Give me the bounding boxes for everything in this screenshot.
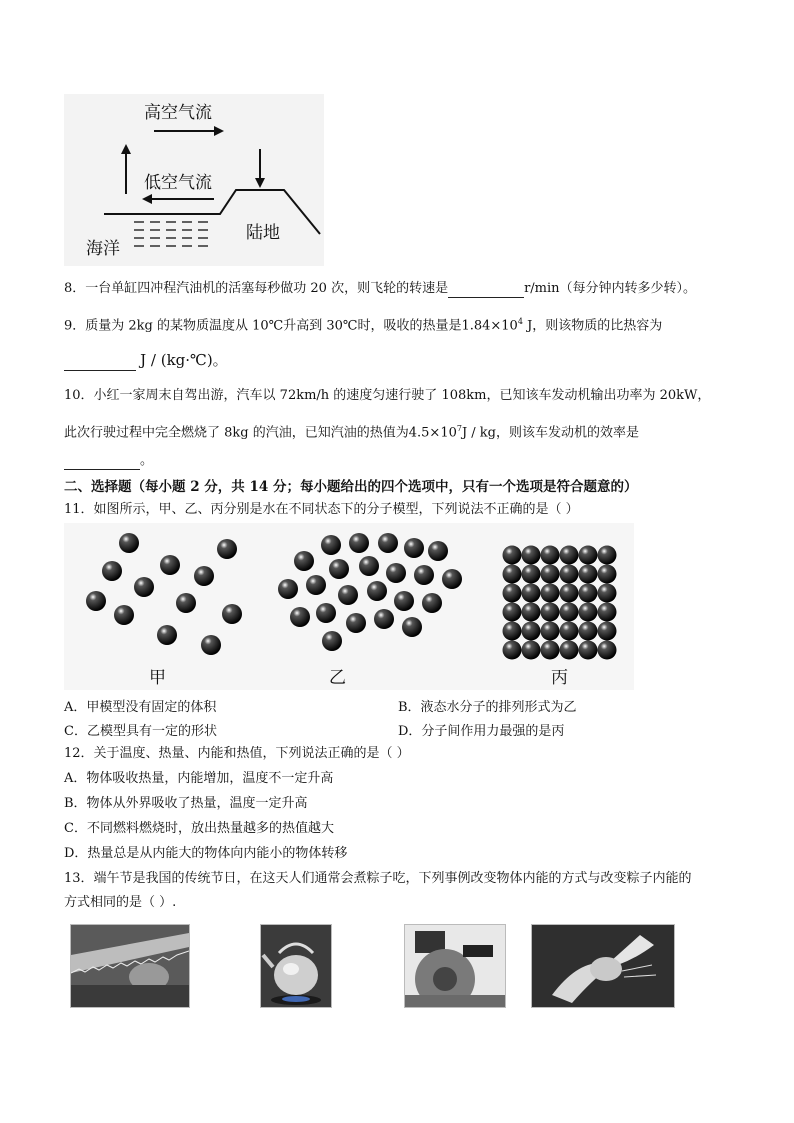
solid-molecule [503,603,522,622]
q9-heat-unit: J [522,318,533,334]
solid-molecule [598,546,617,565]
section-2-title: 二、选择题（每小题 2 分，共 14 分；每小题给出的四个选项中，只有一个选项是符合题意的） [64,479,638,495]
q12-option-d[interactable]: D．热量总是从内能大的物体向内能小的物体转移 [64,846,348,861]
q11-option-d[interactable]: D．分子间作用力最强的是丙 [398,724,565,739]
q9-heat-value: 1.84×10 [461,318,518,334]
q10-fuel-value: 4.5×10 [408,425,457,441]
solid-molecule [560,603,579,622]
arrow-left-icon [142,194,152,204]
solid-molecule [598,584,617,603]
q12-option-b[interactable]: B．物体从外界吸收了热量，温度一定升高 [64,796,308,811]
q10-answer-blank[interactable] [64,455,140,470]
photo-kettle[interactable] [260,924,332,1008]
question-9-line2 [64,351,228,371]
question-13-stem-line2: 方式相同的是（ ）. [64,895,177,910]
land-outline [104,190,320,234]
solid-molecule [503,622,522,641]
q9-answer-blank[interactable] [64,356,136,371]
question-13-stem-line1: 13．端午节是我国的传统节日，在这天人们通常会煮粽子吃，下列事例改变物体内能的方式与改变粽子内能的 [64,871,692,886]
solid-molecule [503,565,522,584]
label-yi: 乙 [329,668,346,688]
solid-molecule [541,584,560,603]
solid-molecule [522,584,541,603]
solid-molecule [579,584,598,603]
solid-molecule [503,546,522,565]
solid-molecule [579,546,598,565]
question-10-line3 [64,452,153,470]
ocean-label: 海洋 [86,239,120,259]
arrow-up-icon [121,144,131,154]
q9-text-before: 9．质量为 2kg 的某物质温度从 10℃升高到 30℃时，吸收的热量是 [64,318,462,334]
arrow-right-icon [214,126,224,136]
solid-molecule [522,546,541,565]
q12-option-c[interactable]: C．不同燃料燃烧时，放出热量越多的热值越大 [64,821,334,836]
solid-molecule [579,603,598,622]
q9-text-after: ，则该物质的比热容为 [532,318,663,334]
question-8 [64,280,696,298]
q8-answer-blank[interactable] [448,283,524,298]
photo-rubbing-hands[interactable] [531,924,675,1008]
solid-molecule [560,622,579,641]
solid-molecule [560,584,579,603]
solid-molecule [579,622,598,641]
q9-unit: J / (kg·℃)。 [140,351,228,369]
solid-molecule [541,641,560,660]
solid-molecule [598,641,617,660]
solid-molecule [598,622,617,641]
photo-sawing[interactable] [70,924,190,1008]
wind-diagram [64,94,324,266]
photo-grinder[interactable] [404,924,506,1008]
solid-molecule [503,641,522,660]
q11-option-c[interactable]: C．乙模型具有一定的形状 [64,724,217,739]
q11-option-b[interactable]: B．液态水分子的排列形式为乙 [398,700,577,715]
q10-line1: 10．小红一家周末自驾出游，汽车以 72km/h 的速度匀速行驶了 108km，已知该车发动机输出功率为 20kW， [64,388,711,403]
q9-heat-exp: 4 [517,317,523,326]
q10-line3-after: 。 [140,453,154,468]
question-10 [64,387,710,405]
q8-text-before: 8．一台单缸四冲程汽油机的活塞每秒做功 20 次，则飞轮的转速是 [64,281,449,296]
q12-option-a[interactable]: A．物体吸收热量，内能增加，温度不一定升高 [64,771,334,786]
low-air-label: 低空气流 [144,173,212,193]
q11-option-a[interactable]: A．甲模型没有固定的体积 [64,700,217,715]
q10-line2-after: ，则该车发动机的效率是 [496,425,640,441]
solid-molecule [560,641,579,660]
solid-molecule [503,584,522,603]
question-9 [64,313,662,335]
solid-molecule [579,565,598,584]
label-bing: 丙 [551,668,568,688]
solid-molecule [579,641,598,660]
q10-fuel-exp: 7 [456,424,462,433]
solid-molecule [541,622,560,641]
solid-molecule [598,603,617,622]
high-air-label: 高空气流 [144,103,212,123]
solid-molecule [522,641,541,660]
solid-molecule [560,565,579,584]
model-bing [503,546,617,660]
model-yi [278,533,462,651]
solid-molecule [522,603,541,622]
molecule-figure [64,523,634,690]
q8-text-after: r/min（每分钟内转多少转）。 [524,281,697,296]
land-label: 陆地 [246,223,280,243]
label-jia: 甲 [149,668,166,688]
question-10-line2 [64,420,639,442]
solid-molecule [560,546,579,565]
question-12-stem: 12．关于温度、热量、内能和热值，下列说法正确的是（ ） [64,746,410,761]
question-11-stem: 11．如图所示，甲、乙、丙分别是水在不同状态下的分子模型，下列说法不正确的是（ ） [64,502,579,517]
solid-molecule [522,565,541,584]
solid-molecule [598,565,617,584]
solid-molecule [541,603,560,622]
water-pattern [134,222,208,246]
arrow-down-icon [255,178,265,188]
q10-fuel-unit: J / kg [461,425,497,441]
solid-molecule [541,565,560,584]
solid-molecule [522,622,541,641]
model-jia [86,533,242,655]
solid-molecule [541,546,560,565]
q10-line2-before: 此次行驶过程中完全燃烧了 8kg 的汽油，已知汽油的热值为 [64,425,409,441]
